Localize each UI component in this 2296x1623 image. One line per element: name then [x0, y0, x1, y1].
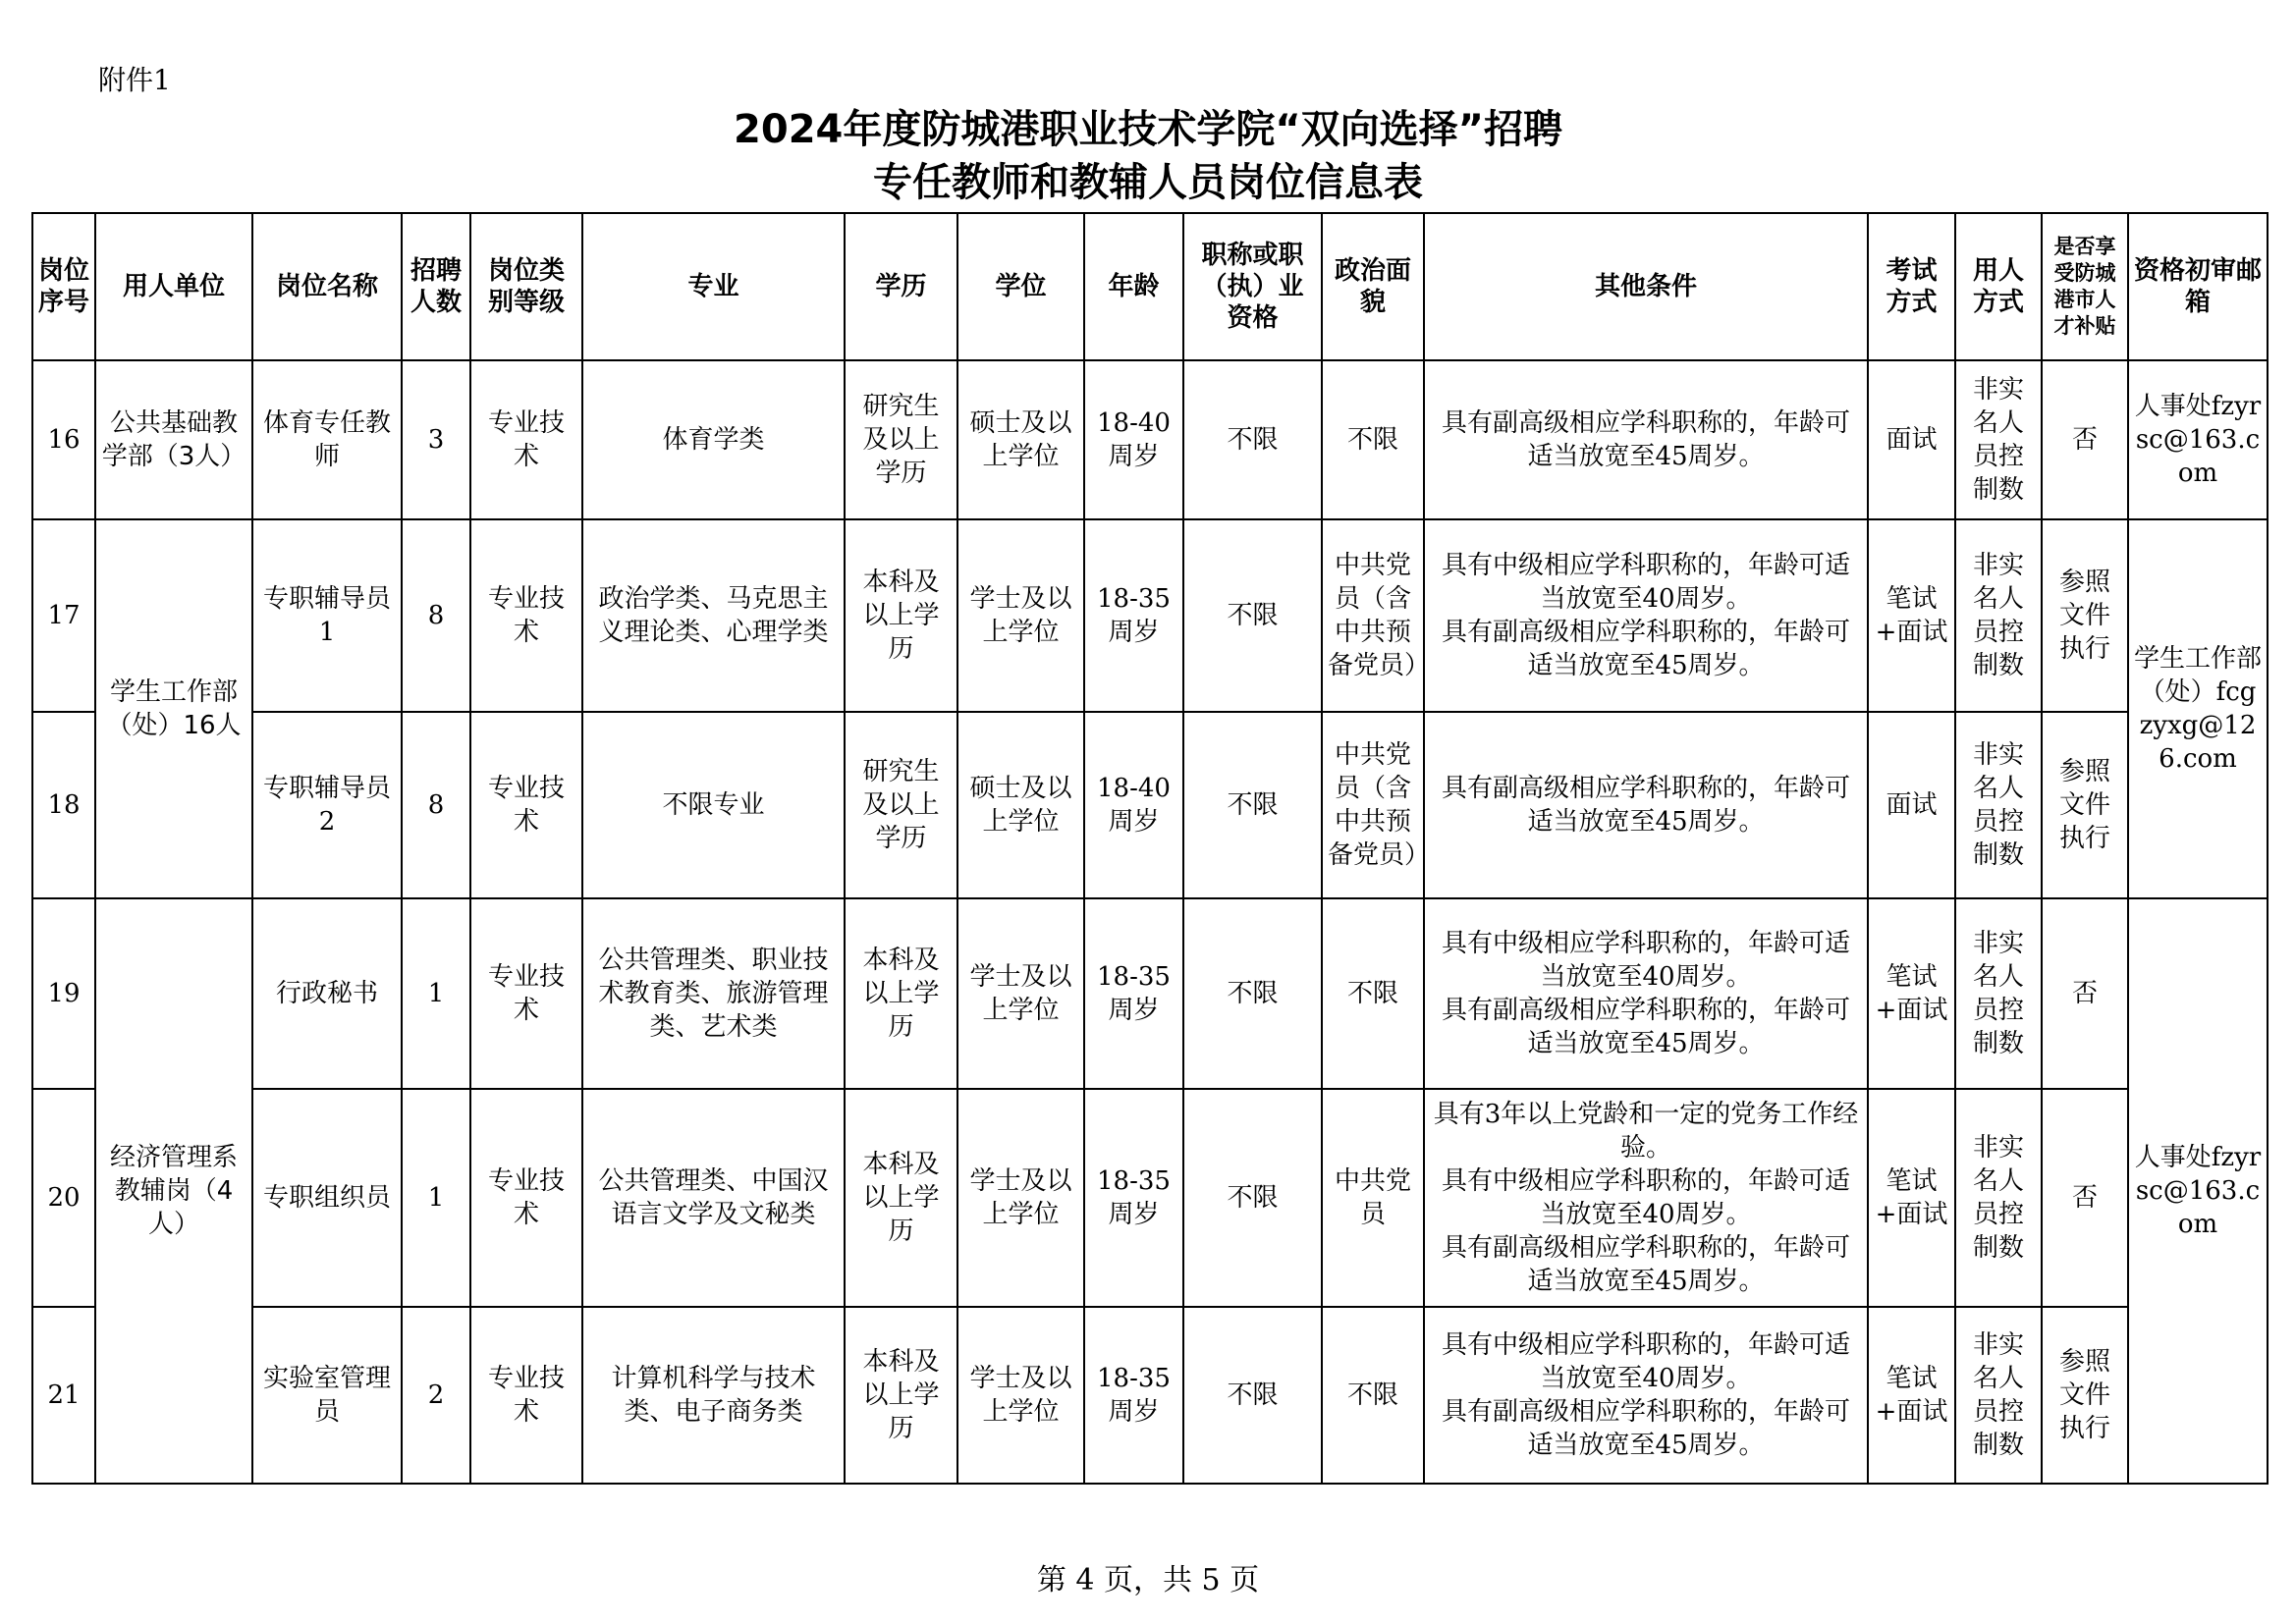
cell-subsidy: 否 — [2042, 898, 2128, 1089]
cell-education: 研究生及以上学历 — [845, 712, 957, 898]
cell-subsidy: 参照文件执行 — [2042, 1307, 2128, 1484]
cell-education: 本科及以上学历 — [845, 519, 957, 712]
header-email: 资格初审邮箱 — [2128, 213, 2268, 360]
cell-qualification: 不限 — [1183, 519, 1322, 712]
cell-degree: 硕士及以上学位 — [957, 360, 1084, 519]
cell-subsidy: 参照文件执行 — [2042, 519, 2128, 712]
cell-unit: 经济管理系教辅岗（4人） — [95, 898, 252, 1484]
header-count: 招聘人数 — [402, 213, 470, 360]
other-condition-line: 具有副高级相应学科职称的，年龄可适当放宽至45周岁。 — [1441, 774, 1850, 837]
other-condition-line: 具有中级相应学科职称的，年龄可适当放宽至40周岁。 — [1441, 1330, 1850, 1393]
cell-email: 人事处fzyrsc@163.com — [2128, 898, 2268, 1484]
table-body — [32, 360, 2268, 1484]
cell-major: 不限专业 — [582, 712, 845, 898]
cell-seq: 19 — [32, 898, 95, 1089]
header-category: 岗位类别等级 — [470, 213, 582, 360]
cell-age: 18-35周岁 — [1084, 1089, 1183, 1307]
cell-exam: 笔试+面试 — [1868, 1307, 1955, 1484]
cell-subsidy: 参照文件执行 — [2042, 712, 2128, 898]
cell-other — [1424, 898, 1868, 1089]
cell-age: 18-40周岁 — [1084, 712, 1183, 898]
cell-age: 18-40周岁 — [1084, 360, 1183, 519]
cell-seq: 18 — [32, 712, 95, 898]
cell-education: 本科及以上学历 — [845, 1307, 957, 1484]
header-post: 岗位名称 — [252, 213, 402, 360]
cell-count: 1 — [402, 1089, 470, 1307]
cell-category: 专业技术 — [470, 1089, 582, 1307]
cell-post: 专职组织员 — [252, 1089, 402, 1307]
page-footer: 第 4 页，共 5 页 — [1036, 1563, 1260, 1597]
table-row — [32, 360, 2268, 519]
table-row — [32, 1307, 2268, 1484]
cell-count: 2 — [402, 1307, 470, 1484]
cell-degree: 学士及以上学位 — [957, 519, 1084, 712]
cell-post: 体育专任教师 — [252, 360, 402, 519]
cell-other — [1424, 360, 1868, 519]
cell-political: 中共党员 — [1322, 1089, 1424, 1307]
cell-education: 研究生及以上学历 — [845, 360, 957, 519]
cell-email: 学生工作部（处）fcgzyxg@126.com — [2128, 519, 2268, 898]
cell-category: 专业技术 — [470, 898, 582, 1089]
cell-other — [1424, 1307, 1868, 1484]
cell-age: 18-35周岁 — [1084, 1307, 1183, 1484]
other-condition-line: 具有中级相应学科职称的，年龄可适当放宽至40周岁。 — [1441, 551, 1850, 614]
cell-count: 1 — [402, 898, 470, 1089]
cell-age: 18-35周岁 — [1084, 898, 1183, 1089]
header-exam: 考试方式 — [1868, 213, 1955, 360]
cell-degree: 学士及以上学位 — [957, 1307, 1084, 1484]
cell-exam: 面试 — [1868, 712, 1955, 898]
table-row — [32, 1089, 2268, 1307]
header-major: 专业 — [582, 213, 845, 360]
cell-seq: 17 — [32, 519, 95, 712]
cell-employ: 非实名人员控制数 — [1955, 898, 2042, 1089]
cell-exam: 笔试+面试 — [1868, 1089, 1955, 1307]
positions-table — [31, 212, 2269, 1485]
header-age: 年龄 — [1084, 213, 1183, 360]
cell-qualification: 不限 — [1183, 1089, 1322, 1307]
table-row — [32, 898, 2268, 1089]
cell-employ: 非实名人员控制数 — [1955, 712, 2042, 898]
table-row — [32, 712, 2268, 898]
cell-post: 实验室管理员 — [252, 1307, 402, 1484]
header-subsidy: 是否享受防城港市人才补贴 — [2042, 213, 2128, 360]
header-employ: 用人方式 — [1955, 213, 2042, 360]
cell-exam: 笔试+面试 — [1868, 519, 1955, 712]
cell-major: 计算机科学与技术类、电子商务类 — [582, 1307, 845, 1484]
cell-education: 本科及以上学历 — [845, 898, 957, 1089]
cell-post: 专职辅导员1 — [252, 519, 402, 712]
cell-major: 体育学类 — [582, 360, 845, 519]
cell-seq: 16 — [32, 360, 95, 519]
cell-employ: 非实名人员控制数 — [1955, 519, 2042, 712]
other-condition-line: 具有中级相应学科职称的，年龄可适当放宽至40周岁。 — [1441, 929, 1850, 992]
table-header-row — [32, 213, 2268, 360]
cell-degree: 学士及以上学位 — [957, 1089, 1084, 1307]
cell-count: 3 — [402, 360, 470, 519]
cell-unit: 公共基础教学部（3人） — [95, 360, 252, 519]
header-qualification: 职称或职（执）业资格 — [1183, 213, 1322, 360]
attachment-label: 附件1 — [98, 64, 171, 96]
cell-exam: 面试 — [1868, 360, 1955, 519]
cell-employ: 非实名人员控制数 — [1955, 360, 2042, 519]
cell-category: 专业技术 — [470, 1307, 582, 1484]
other-condition-line: 具有中级相应学科职称的，年龄可适当放宽至40周岁。 — [1441, 1166, 1850, 1229]
cell-education: 本科及以上学历 — [845, 1089, 957, 1307]
cell-category: 专业技术 — [470, 519, 582, 712]
other-condition-line: 具有副高级相应学科职称的，年龄可适当放宽至45周岁。 — [1441, 1397, 1850, 1460]
cell-degree: 学士及以上学位 — [957, 898, 1084, 1089]
header-education: 学历 — [845, 213, 957, 360]
cell-political: 中共党员（含中共预备党员） — [1322, 712, 1424, 898]
cell-political: 不限 — [1322, 898, 1424, 1089]
header-other: 其他条件 — [1424, 213, 1868, 360]
cell-qualification: 不限 — [1183, 360, 1322, 519]
header-degree: 学位 — [957, 213, 1084, 360]
table-row — [32, 519, 2268, 712]
cell-seq: 20 — [32, 1089, 95, 1307]
cell-subsidy: 否 — [2042, 1089, 2128, 1307]
other-condition-line: 具有3年以上党龄和一定的党务工作经验。 — [1433, 1100, 1859, 1163]
cell-major: 公共管理类、职业技术教育类、旅游管理类、艺术类 — [582, 898, 845, 1089]
cell-post: 行政秘书 — [252, 898, 402, 1089]
document-title-line1: 2024年度防城港职业技术学院“双向选择”招聘 — [734, 107, 1562, 152]
cell-employ: 非实名人员控制数 — [1955, 1307, 2042, 1484]
other-condition-line: 具有副高级相应学科职称的，年龄可适当放宽至45周岁。 — [1441, 1233, 1850, 1296]
cell-count: 8 — [402, 712, 470, 898]
cell-subsidy: 否 — [2042, 360, 2128, 519]
other-condition-line: 具有副高级相应学科职称的，年龄可适当放宽至45周岁。 — [1441, 618, 1850, 680]
cell-qualification: 不限 — [1183, 712, 1322, 898]
other-condition-line: 具有副高级相应学科职称的，年龄可适当放宽至45周岁。 — [1441, 408, 1850, 471]
cell-other — [1424, 712, 1868, 898]
cell-major: 政治学类、马克思主义理论类、心理学类 — [582, 519, 845, 712]
document-title-line2: 专任教师和教辅人员岗位信息表 — [873, 160, 1423, 205]
other-condition-line: 具有副高级相应学科职称的，年龄可适当放宽至45周岁。 — [1441, 996, 1850, 1058]
cell-political: 中共党员（含中共预备党员） — [1322, 519, 1424, 712]
cell-degree: 硕士及以上学位 — [957, 712, 1084, 898]
cell-other — [1424, 519, 1868, 712]
cell-other — [1424, 1089, 1868, 1307]
cell-major: 公共管理类、中国汉语言文学及文秘类 — [582, 1089, 845, 1307]
cell-exam: 笔试+面试 — [1868, 898, 1955, 1089]
cell-age: 18-35周岁 — [1084, 519, 1183, 712]
cell-category: 专业技术 — [470, 712, 582, 898]
cell-unit: 学生工作部（处）16人 — [95, 519, 252, 898]
cell-political: 不限 — [1322, 360, 1424, 519]
cell-employ: 非实名人员控制数 — [1955, 1089, 2042, 1307]
cell-count: 8 — [402, 519, 470, 712]
header-seq: 岗位序号 — [32, 213, 95, 360]
cell-category: 专业技术 — [470, 360, 582, 519]
cell-qualification: 不限 — [1183, 898, 1322, 1089]
cell-seq: 21 — [32, 1307, 95, 1484]
cell-email: 人事处fzyrsc@163.com — [2128, 360, 2268, 519]
cell-post: 专职辅导员2 — [252, 712, 402, 898]
cell-political: 不限 — [1322, 1307, 1424, 1484]
header-unit: 用人单位 — [95, 213, 252, 360]
cell-qualification: 不限 — [1183, 1307, 1322, 1484]
header-political: 政治面貌 — [1322, 213, 1424, 360]
